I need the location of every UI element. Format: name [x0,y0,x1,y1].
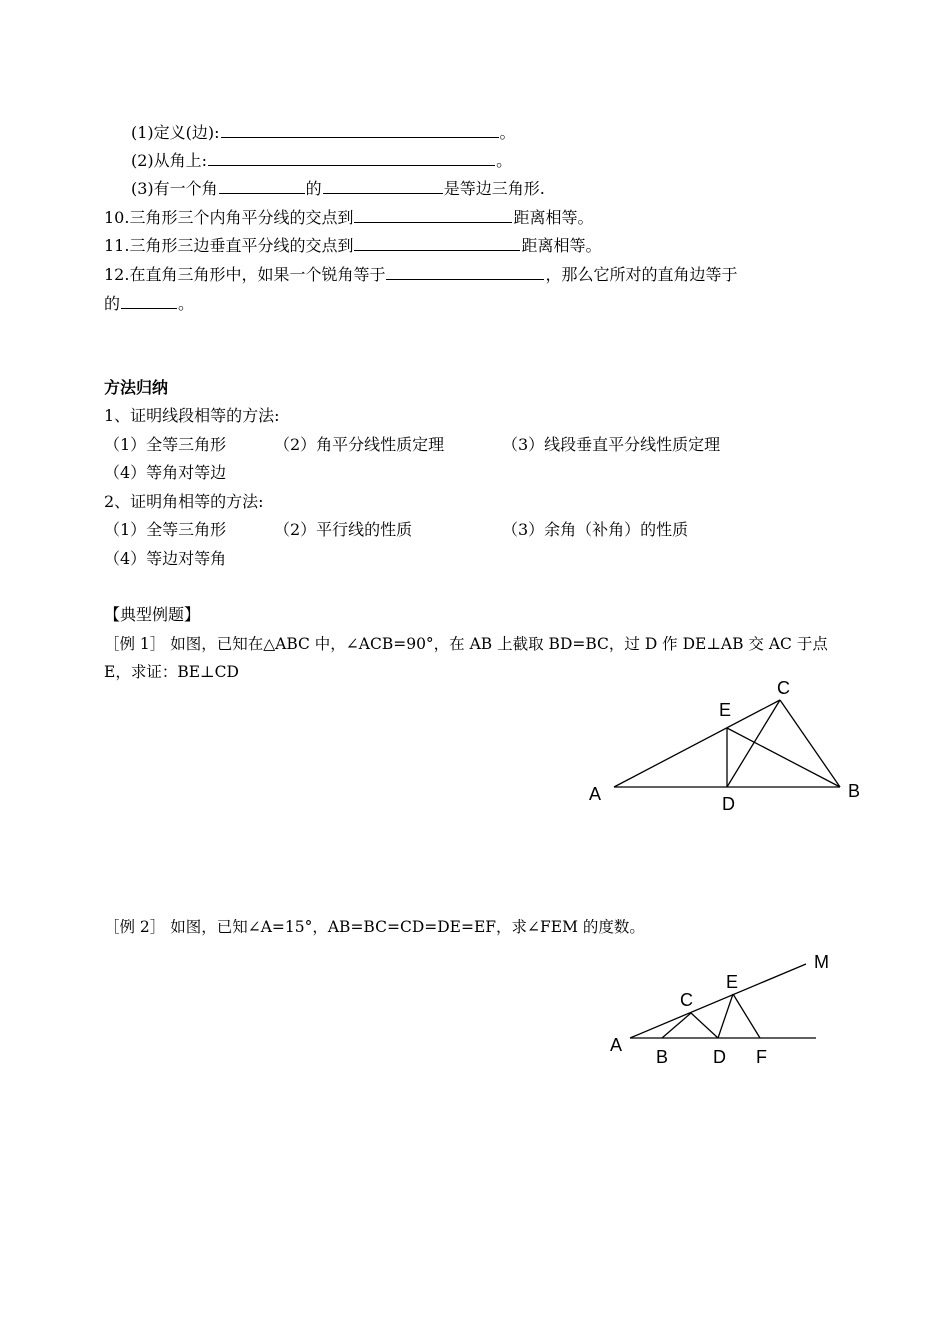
equilateral-item-2: (2)从角上: 。 [131,151,513,170]
question-12-line-2: 的 。 [104,294,195,313]
segment-method-3: （3）线段垂直平分线性质定理 [502,435,721,454]
point-d-label: D [713,1047,726,1067]
segment-method-4: （4）等角对等边 [104,463,227,482]
point-c-label: C [777,678,790,698]
example-1-line-2: E，求证：BE⊥CD [104,663,239,681]
point-c-label: C [680,990,693,1010]
example-2-line-1: ［例 2］ 如图，已知∠A=15°，AB=BC=CD=DE=EF，求∠FEM 的度数。 [104,918,645,936]
question-12-line-1: 12.在直角三角形中，如果一个锐角等于 ，那么它所对的直角边等于 [104,265,738,284]
segment-method-1: （1）全等三角形 [104,435,227,454]
example-1-line-1: ［例 1］ 如图，已知在△ABC 中，∠ACB=90°，在 AB 上截取 BD=BC，过 D 作 DE⊥AB 交 AC 于点 [104,635,828,653]
point-a-label: A [610,1035,623,1055]
point-f-label: F [756,1047,767,1067]
angle-method-3: （3）余角（补角）的性质 [502,520,689,539]
point-e-label: E [719,700,732,720]
equilateral-item-1: (1)定义(边): 。 [131,123,516,142]
question-10: 10.三角形三个内角平分线的交点到 距离相等。 [104,208,594,227]
segment-bc [662,1013,691,1038]
point-d-label: D [722,794,735,814]
angle-method-2: （2）平行线的性质 [274,520,413,539]
segment-method-2: （2）角平分线性质定理 [274,435,445,454]
angle-method-4: （4）等边对等角 [104,549,227,568]
examples-heading: 【典型例题】 [104,605,201,624]
equilateral-item-3: (3)有一个角 的 是等边三角形. [131,179,545,198]
angle-method-1: （1）全等三角形 [104,520,227,539]
angle-methods-title: 2、证明角相等的方法: [104,492,264,511]
segment-cd [691,1013,718,1038]
segment-methods-title: 1、证明线段相等的方法: [104,406,280,425]
point-b-label: B [848,781,861,801]
point-b-label: B [656,1047,669,1067]
point-e-label: E [726,972,739,992]
segment-ef [733,994,760,1038]
methods-heading: 方法归纳 [104,378,169,397]
question-11: 11.三角形三边垂直平分线的交点到 距离相等。 [104,236,602,255]
point-a-label: A [589,784,602,804]
point-m-label: M [814,952,829,972]
ray-am [630,964,806,1038]
